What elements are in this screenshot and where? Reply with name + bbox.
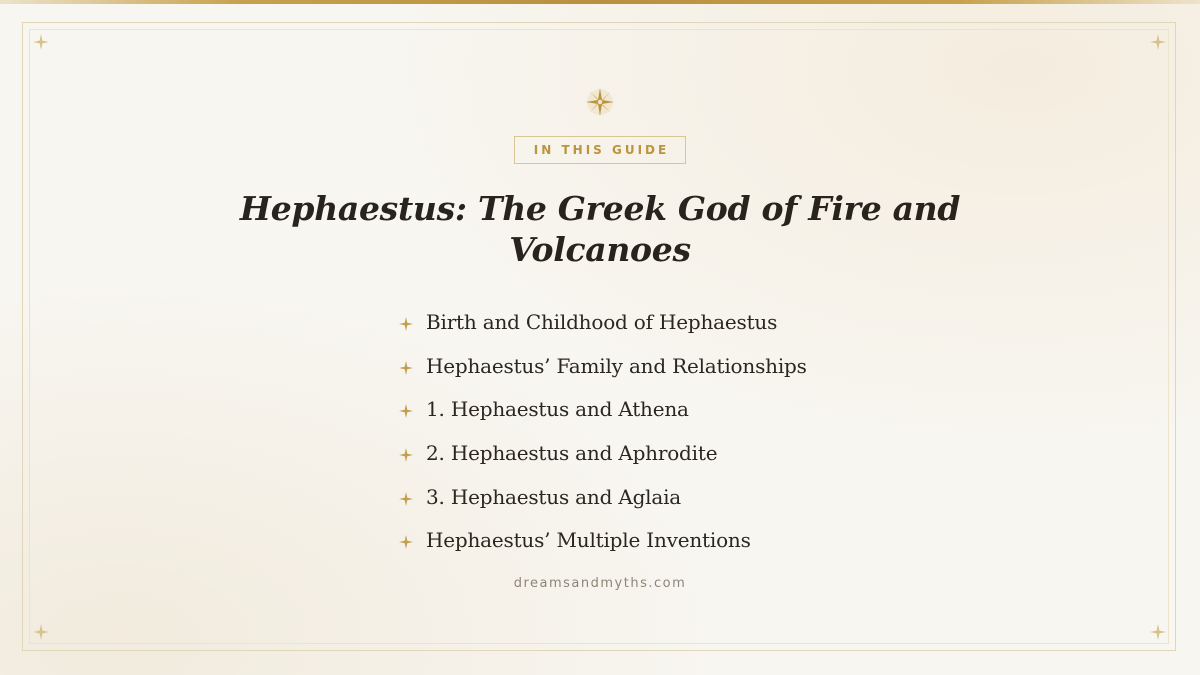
toc-item-label: 2. Hephaestus and Aphrodite [426, 440, 718, 465]
top-accent-bar [0, 0, 1200, 4]
four-point-star-icon [398, 491, 414, 507]
corner-sparkle-icon [33, 34, 49, 50]
corner-sparkle-icon [1150, 34, 1166, 50]
four-point-star-icon [398, 316, 414, 332]
toc-item[interactable] [398, 475, 858, 519]
toc-item-label: 1. Hephaestus and Athena [426, 397, 689, 422]
site-url[interactable]: dreamsandmyths.com [513, 576, 687, 591]
toc-item[interactable] [398, 344, 858, 388]
page-title: Hephaestus: The Greek God of Fire and Volcanoes [239, 189, 961, 269]
toc-item[interactable] [398, 518, 858, 562]
toc-item-label: Birth and Childhood of Hephaestus [426, 309, 778, 334]
four-point-star-icon [398, 447, 414, 463]
toc-item-label: Hephaestus’ Multiple Inventions [426, 528, 751, 553]
toc-item[interactable] [398, 387, 858, 431]
corner-sparkle-icon [1150, 624, 1166, 640]
four-point-star-icon [398, 534, 414, 550]
corner-sparkle-icon [33, 624, 49, 640]
toc-item-label: Hephaestus’ Family and Relationships [426, 353, 807, 378]
section-badge: IN THIS GUIDE [514, 136, 686, 164]
toc-item-label: 3. Hephaestus and Aglaia [426, 484, 682, 509]
toc-item[interactable] [398, 300, 858, 344]
four-point-star-icon [398, 360, 414, 376]
toc-item[interactable] [398, 431, 858, 475]
four-point-star-icon [398, 403, 414, 419]
table-of-contents [398, 300, 858, 562]
compass-star-icon [584, 86, 616, 118]
